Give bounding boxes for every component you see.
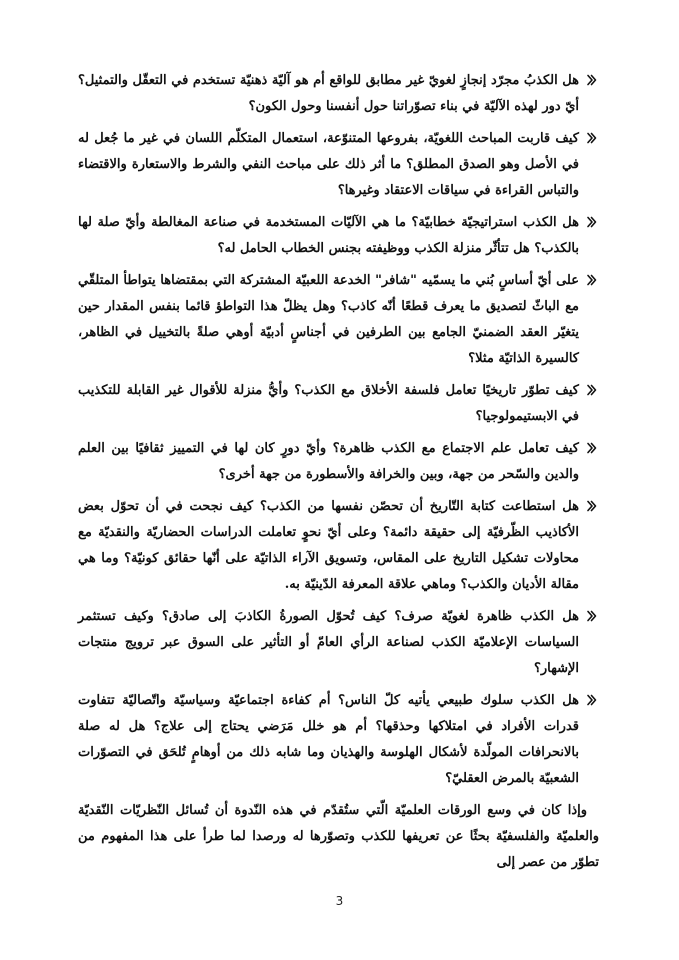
check-arrow-icon xyxy=(585,273,599,287)
closing-paragraph: وإذا كان في وسع الورقات العلميّة الّتي ستُقدّم في هذه النّدوة أن تُسائل النّظريّات النّقديّة والعلميّة والفلسفيّة بحثًا عن تعريفها للكذب وتصوّرها له ورصدا لما طرأ على هذا المفهوم من تطوّر من عصر إلى xyxy=(78,803,599,870)
check-arrow-icon xyxy=(585,383,599,397)
bullet-item xyxy=(78,126,599,204)
bullet-item xyxy=(78,688,599,792)
bullet-text: هل استطاعت كتابة التّاريخ أن تحصّن نفسها من الكذب؟ كيف نجحت في أن تحوّل بعض الأكاذيب الظّرفيّة إلى حقيقة دائمة؟ وعلى أيّ نحوٍ تعاملت الدراسات الحضاريّة والنقديّة مع محاولات تشكيل التاريخ على المقاس، وتسويق الآراء الذاتيّة على أنّها حقائق كونيّة؟ وما هي مقالة الأديان والكذب؟ وماهي علاقة المعرفة الدّينيّة به. xyxy=(78,499,579,592)
bullet-text: كيف تعامل علم الاجتماع مع الكذب ظاهرة؟ وأيّ دورٍ كان لها في التمييز ثقافيًا بين العلم والدين والسّحر من جهة، وبين والخرافة والأسطورة من جهة أخرى؟ xyxy=(78,441,579,482)
bullet-item xyxy=(78,378,599,430)
check-arrow-icon xyxy=(585,441,599,455)
bullet-text: كيف تطوّر تاريخيًا تعامل فلسفة الأخلاق مع الكذب؟ وأيُّ منزلة للأقوال غير القابلة للتكذيب في الابستيمولوجيا؟ xyxy=(78,383,579,424)
check-arrow-icon xyxy=(585,215,599,229)
bullet-text: هل الكذب استراتيجيّة خطابيّة؟ ما هي الآليّات المستخدمة في صناعة المغالطة وأيّ صلة لها بالكذب؟ هل تتأثّر منزلة الكذب ووظيفته بجنس الخطاب الحامل له؟ xyxy=(78,215,579,256)
page-number: 3 xyxy=(335,894,344,908)
bullet-text: كيف قاربت المباحث اللغويّة، بفروعها المتنوّعة، استعمال المتكلّم اللسان في غير ما جُعل له في الأصل وهو الصدق المطلق؟ ما أثر ذلك على مباحث النفي والشرط والاستعارة والاقتضاء والتباس القراءة في سياقات الاعتقاد وغيرها؟ xyxy=(78,131,579,198)
bullet-item xyxy=(78,494,599,598)
check-arrow-icon xyxy=(585,131,599,145)
check-arrow-icon xyxy=(585,73,599,87)
bullet-item xyxy=(78,210,599,262)
bullet-text: هل الكذب ظاهرة لغويّة صرف؟ كيف تُحوّل الصورةُ الكاذبَ إلى صادق؟ وكيف تستثمر السياسات الإعلاميّة الكذب لصناعة الرأي العامّ أو التأثير على السوق عبر ترويج منتجات الإشهار؟ xyxy=(78,609,579,676)
check-arrow-icon xyxy=(585,693,599,707)
bullet-text: هل الكذبُ مجرّد إنجازٍ لغويّ غير مطابق للواقع أم هو آليّة ذهنيّة تستخدم في التعقّل والتمثيل؟ أيّ دور لهذه الآليّة في بناء تصوّراتنا حول أنفسنا وحول الكون؟ xyxy=(78,73,579,114)
bullet-text: هل الكذب سلوك طبيعي يأتيه كلّ الناس؟ أم كفاءة اجتماعيّة وسياسيّة واتّصاليّة تتفاوت قدرات الأفراد في امتلاكها وحذقها؟ أم هو خلل مَرَضي يحتاج إلى علاج؟ هل له صلة بالانحرافات المولّدة لأشكال الهلوسة والهذيان وما شابه ذلك من أوهامٍ تُلحَق في التصوّرات الشعبيّة بالمرض العقليّ؟ xyxy=(78,693,579,786)
bullet-item xyxy=(78,268,599,372)
bullet-text: على أيّ أساسٍ بُني ما يسمّيه "شافر" الخدعة اللعبيّة المشتركة التي بمقتضاها يتواطأ المتلقّي مع الباثّ لتصديق ما يعرف قطعًا أنّه كاذب؟ وهل يظلّ هذا التواطؤ قائما بنفس المقدار حين يتغيّر العقد الضمنيّ الجامع بين الطرفين في أجناسٍ أدبيّة أوهي صلةً بالتخييل في الظاهر، كالسيرة الذاتيّة مثلا؟ xyxy=(78,273,579,366)
bullet-item xyxy=(78,604,599,682)
bullet-item xyxy=(78,68,599,120)
bullet-item xyxy=(78,436,599,488)
check-arrow-icon xyxy=(585,609,599,623)
check-arrow-icon xyxy=(585,499,599,513)
